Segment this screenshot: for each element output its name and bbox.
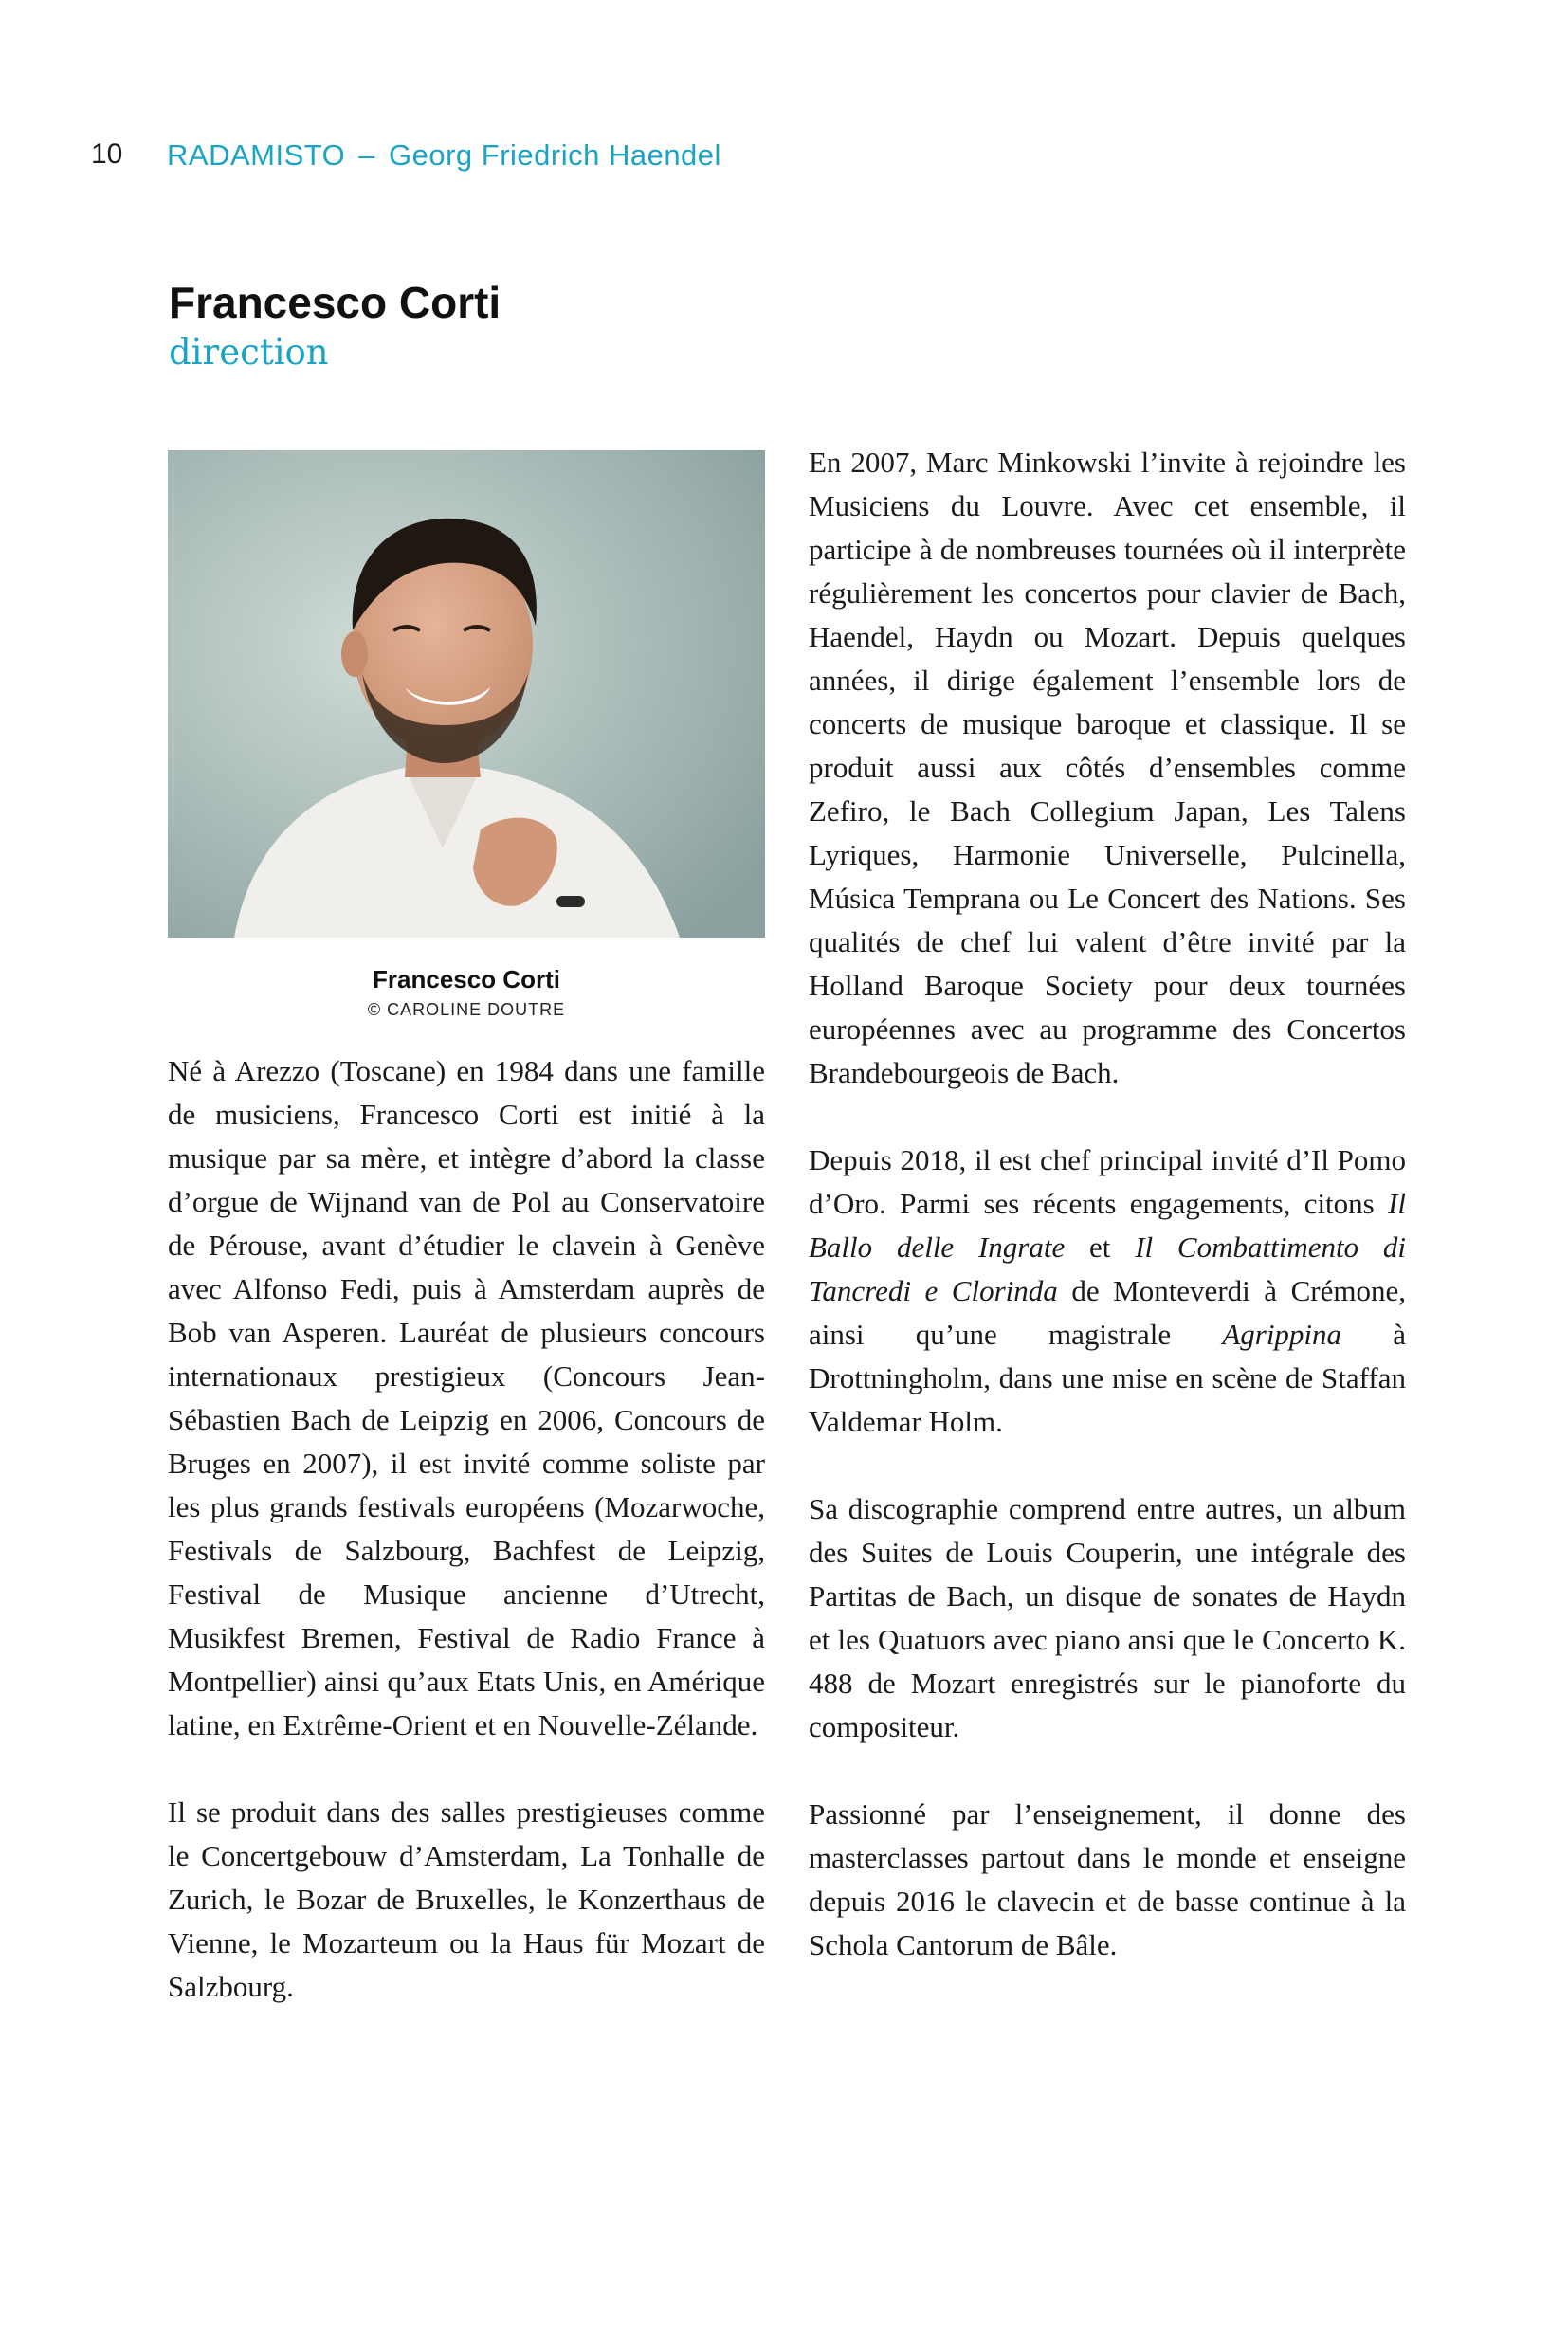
bio-paragraph-5: Sa discographie comprend entre autres, un album des Suites de Louis Couperin, une intégrale des Partitas de Bach, un disque de sonates de Haydn et les Quatuors avec piano ansi que le Concerto K. 488 de Mozart enregistrés sur le pianoforte du compositeur. [809,1492,1406,1743]
right-column [809,441,1406,1967]
composer-name: Georg Friedrich Haendel [388,138,721,172]
running-head [167,138,721,173]
text-span: et [1065,1230,1136,1264]
portrait-photo [168,450,765,938]
portrait-illustration [168,450,765,938]
work-title: Il Ballo delle Ingrate [809,1187,1406,1264]
work-title: Agrippina [1222,1318,1342,1351]
page-number: 10 [91,138,123,170]
left-column [168,1049,765,2009]
text-span: à Drottningholm, dans une mise en scène de Staffan Valdemar Holm. [809,1318,1406,1438]
photo-caption-credit: © CAROLINE DOUTRE [367,1000,566,1019]
photo-caption-name: Francesco Corti [373,965,560,993]
bio-paragraph-4 [809,1139,1406,1444]
bio-paragraph-3: En 2007, Marc Minkowski l’invite à rejoindre les Musiciens du Louvre. Avec cet ensemble, il participe à de nombreuses tournées où il interprète régulièrement les concertos pour clavier de Bach, Haendel, Haydn ou Mozart. Depuis quelques années, il dirige également l’ensemble lors de concerts de musique baroque et classique. Il se produit aussi aux côtés d’ensembles comme Zefiro, le Bach Collegium Japan, Les Talens Lyriques, Harmonie Universelle, Pulcinella, Música Temprana ou Le Concert des Nations. Ses qualités de chef lui valent d’être invité par la Holland Baroque Society pour deux tournées européennes avec au programme des Concertos Brandebourgeois de Bach. [809,446,1406,1089]
text-span: Depuis 2018, il est chef principal invité d’Il Pomo d’Oro. Parmi ses récents engagements, citons [809,1143,1406,1220]
bio-name: Francesco Corti [169,278,501,327]
bio-paragraph-1: Né à Arezzo (Toscane) en 1984 dans une famille de musiciens, Francesco Corti est initié à la musique par sa mère, et intègre d’abord la classe d’orgue de Wijnand van de Pol au Conservatoire de Pérouse, avant d’étudier le clavein à Genève avec Alfonso Fedi, puis à Amsterdam auprès de Bob van Asperen. Lauréat de plusieurs concours internationaux prestigieux (Concours Jean-Sébastien Bach de Leipzig en 2006, Concours de Bruges en 2007), il est invité comme soliste par les plus grands festivals européens (Mozarwoche, Festivals de Salzbourg, Bachfest de Leipzig, Festival de Musique ancienne d’Utrecht, Musikfest Bremen, Festival de Radio France à Montpellier) ainsi qu’aux Etats Unis, en Amérique latine, en Extrême-Orient et en Nouvelle-Zélande. [168,1054,765,1741]
opera-title: RADAMISTO [167,138,346,172]
bio-paragraph-2: Il se produit dans des salles prestigieuses comme le Concertgebouw d’Amsterdam, La Tonhalle de Zurich, le Bozar de Bruxelles, le Konzerthaus de Vienne, le Mozarteum ou la Haus für Mozart de Salzbourg. [168,1795,765,2003]
running-head-separator: – [358,138,375,172]
work-title: Il Combattimento di Tancredi e Clorinda [809,1230,1406,1307]
bio-paragraph-6: Passionné par l’enseignement, il donne des masterclasses partout dans le monde et enseigne depuis 2016 le clavecin et de basse continue à la Schola Cantorum de Bâle. [809,1797,1406,1961]
bio-role: direction [169,332,329,373]
text-span: de Monteverdi à Crémone, ainsi qu’une magistrale [809,1274,1406,1351]
